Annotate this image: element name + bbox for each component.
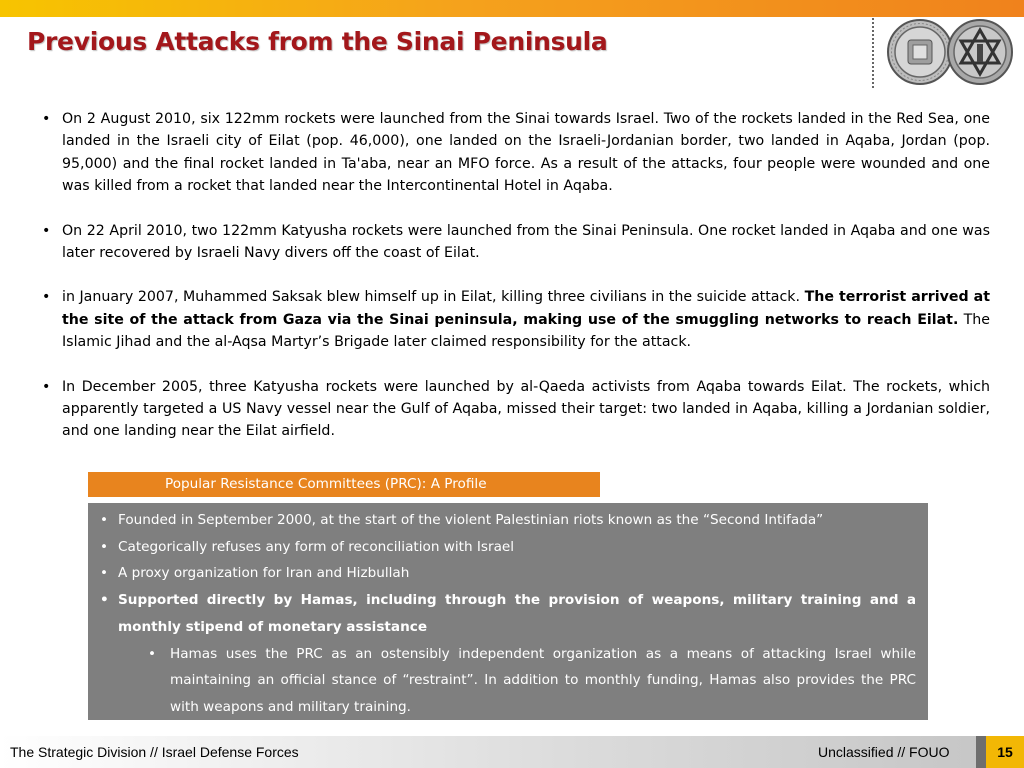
emblem-left-icon: [886, 18, 954, 86]
bullet: •: [42, 378, 51, 395]
prc-item-text: A proxy organization for Iran and Hizbullah: [118, 565, 410, 582]
list-item: [42, 376, 990, 443]
list-item: [100, 534, 916, 561]
prc-profile-header: [88, 472, 600, 497]
attack-text: In December 2005, three Katyusha rockets were launched by al-Qaeda activists from Aqaba towards Eilat. The rockets, which apparently targeted a US Navy vessel near the Gulf of Aqaba, missed their target: two landed in Aqaba, killing a Jordanian soldier, and one landing near the Eilat airfield.: [62, 378, 990, 440]
logo-divider: [872, 18, 874, 88]
attacks-list: [42, 108, 990, 465]
list-item: [42, 108, 990, 198]
prc-item-text: Supported directly by Hamas, including through the provision of weapons, military training and a monthly stipend of monetary assistance: [118, 592, 916, 635]
page-number-accent: [976, 736, 986, 768]
prc-sub-item-text: Hamas uses the PRC as an ostensibly independent organization as a means of attacking Israel while maintaining an official stance of “restraint”. In addition to monthly funding, Hamas also provides the PRC with weapons and military training.: [170, 645, 916, 715]
emblem-right-icon: [946, 18, 1014, 86]
footer: [0, 736, 1024, 768]
prc-list: [100, 507, 916, 721]
classification-label: Unclassified // FOUO: [818, 744, 950, 760]
list-item: [100, 507, 916, 534]
bullet: •: [42, 222, 51, 239]
list-item: [42, 220, 990, 265]
bullet: •: [42, 289, 51, 306]
attack-text: in January 2007, Muhammed Saksak blew himself up in Eilat, killing three civilians in the suicide attack.: [62, 289, 805, 306]
prc-profile-box: [88, 503, 928, 720]
footer-organization: The Strategic Division // Israel Defense Forces: [10, 744, 299, 760]
page-number: 15: [986, 736, 1024, 768]
attack-text-after: The Islamic Jihad and the al-Aqsa Martyr’s Brigade later claimed responsibility for the attack.: [62, 311, 990, 351]
list-item: [100, 560, 916, 587]
prc-item-text: Categorically refuses any form of reconciliation with Israel: [118, 538, 515, 555]
prc-item-text: Founded in September 2000, at the start of the violent Palestinian riots known as the “Second Intifada”: [118, 512, 824, 528]
top-accent-bar: [0, 0, 1024, 17]
bullet: •: [42, 111, 51, 127]
attack-text: On 2 August 2010, six 122mm rockets were launched from the Sinai towards Israel. Two of the rockets landed in the Red Sea, one landed in the Israeli city of Eilat (pop. 46,000), one landed on the Israeli-Jordanian border, two landed in Aqaba, Jordan (pop. 95,000) and the final rocket landed in Ta'aba, near an MFO force. As a result of the attacks, four people were wounded and one was killed from a rocket that landed near the Intercontinental Hotel in Aqaba.: [62, 111, 990, 195]
list-item: [100, 587, 916, 640]
attack-text-bold: The terrorist arrived at the site of the attack from Gaza via the Sinai peninsula, making use of the smuggling networks to reach Eilat.: [62, 289, 991, 328]
bullet: •: [100, 512, 109, 528]
bullet: •: [100, 538, 109, 555]
list-item: [42, 286, 990, 353]
bullet: •: [148, 645, 157, 662]
slide-title: Previous Attacks from the Sinai Peninsula: [27, 27, 608, 56]
list-sub-item: [100, 641, 916, 721]
bullet: •: [100, 565, 109, 582]
attack-text: On 22 April 2010, two 122mm Katyusha rockets were launched from the Sinai Peninsula. One rocket landed in Aqaba and one was later recovered by Israeli Navy divers off the coast of Eilat.: [62, 222, 990, 262]
bullet: •: [100, 592, 109, 609]
prc-header-label: Popular Resistance Committees (PRC): A Profile: [165, 476, 487, 492]
